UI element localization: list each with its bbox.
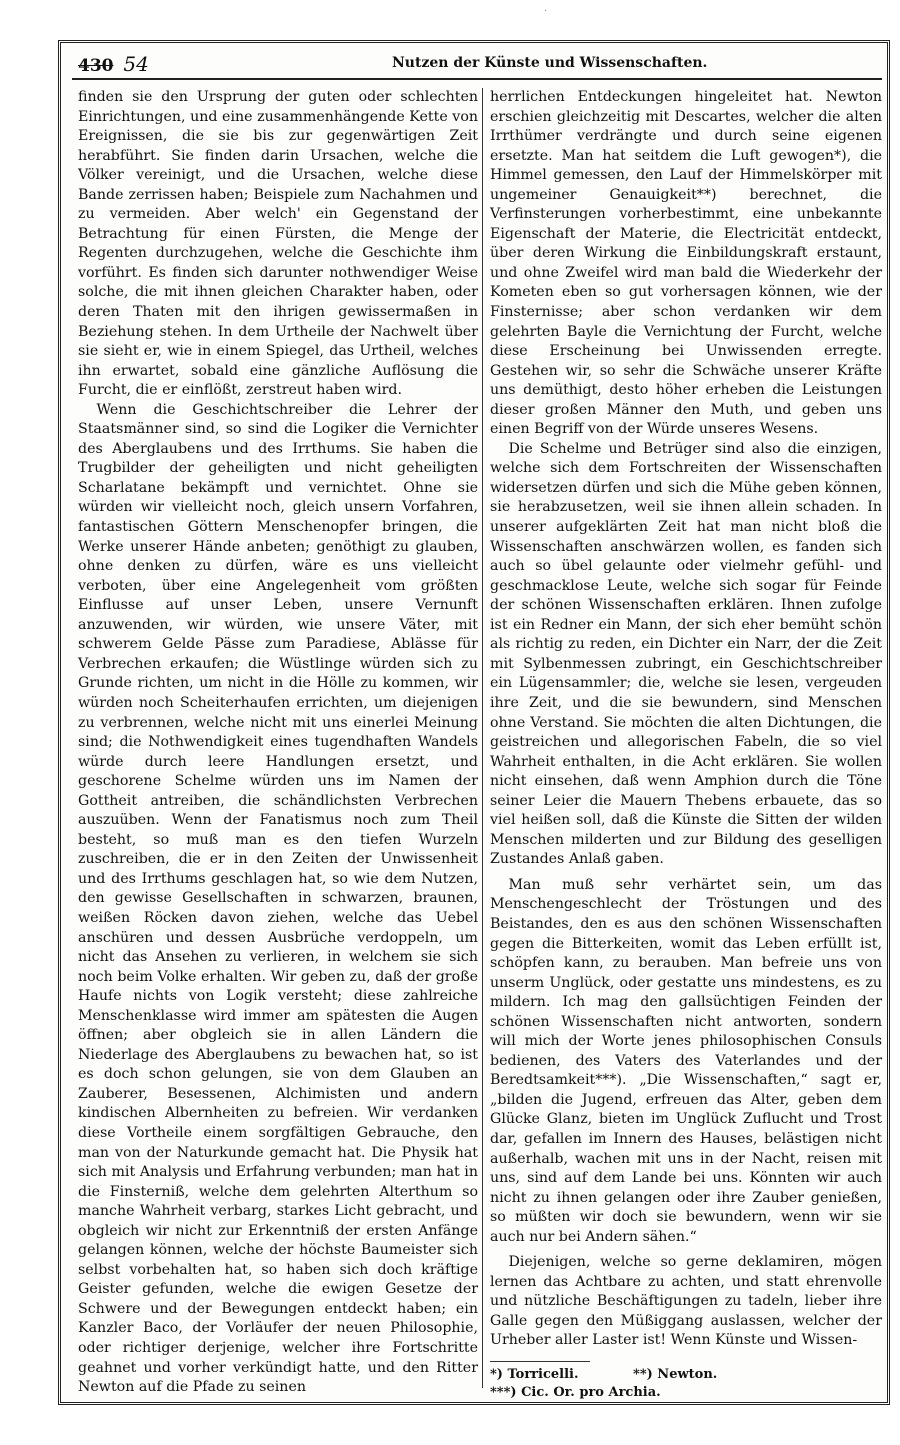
text-columns (72, 88, 882, 1400)
paragraph: finden sie den Ursprung der guten oder schlechten Einrichtungen, und eine zusammenhängende Kette von Ereignissen, die sie bis zur gegenwärtigen Zeit herabführt. Sie finden darin Ursachen, welche die Völker vereinigt, und die Ursachen, welche diese Bande zerrissen haben; Beispiele zum Nachahmen und zu vermeiden. Aber welch' ein Gegenstand der Betrachtung für einen Fürsten, die Menge der Regenten durchzugehen, welche die Geschichte ihm vorführt. Es finden sich darunter nothwendiger Weise solche, die mit ihnen gleichen Charakter haben, oder deren Thaten mit den ihrigen gewissermaßen in Beziehung stehen. In dem Urtheile der Nachwelt über sie sieht er, wie in einem Spiegel, das Urtheil, welches ihn erwartet, sobald eine gänzliche Auflösung die Furcht, die er einflößt, zerstreut haben wird. (78, 89, 478, 399)
ink-speck: · (544, 6, 548, 17)
paragraph: Man muß sehr verhärtet sein, um das Menschengeschlecht der Tröstungen und des Beistandes, den es aus den schönen Wissenschaften gegen die Bitterkeiten, womit das Leben erfüllt ist, schöpfen kann, zu berauben. Man befreie uns von unserm Unglück, oder gestatte uns mindestens, es zu mildern. Ich mag den gallsüchtigen Feinden der schönen Wissenschaften nicht antworten, sondern will mich der Worte jenes philosophischen Consuls bedienen, des Vaters des Vaterlandes und der Beredtsamkeit***). „Die Wissenschaften,“ sagt er, „bilden die Jugend, erfreuen das Alter, geben dem Glücke Glanz, bieten im Unglück Zuflucht und Trost dar, gefallen im Innern des Hauses, belästigen nicht außerhalb, wachen mit uns in der Nacht, reisen mit uns, sind auf dem Lande bei uns. Könnten wir auch nicht zu ihnen gelangen oder ihre Zauber genießen, so müßten wir doch sie bewundern, wenn wir sie auch nur bei Andern sähen.“ (490, 876, 882, 1245)
footnote-rule (490, 1361, 590, 1362)
paragraph: Wenn die Geschichtschreiber die Lehrer der Staatsmänner sind, so sind die Logiker die Vernichter des Aberglaubens und des Irrthums. Sie haben die Trugbilder der geheiligten und nicht geheiligten Scharlatane bekämpft und vernichtet. Ohne sie würden wir vielleicht noch, gleich unsern Vorfahren, fantastischen Göttern Menschenopfer bringen, die Werke unserer Hände anbeten; genöthigt zu glauben, ohne denken zu dürfen, wäre es uns vielleicht verboten, über eine Angelegenheit vom größten Einflusse auf unser Leben, unsere Vernunft anzuwenden, wir würden, wie unsere Väter, mit schwerem Gelde Pässe zum Paradiese, Ablässe für Verbrechen erkaufen; die Wüstlinge würden sich zu Grunde richten, um nicht in die Hölle zu kommen, wir würden noch Scheiterhaufen errichten, um diejenigen zu verbrennen, welche nicht mit uns einerlei Meinung sind; die Nothwendigkeit eines tugendhaften Wandels würde durch leere Handlungen ersetzt, und geschorene Schelme würden uns im Namen der Gottheit antreiben, die schändlichsten Verbrechen auszuüben. Wenn der Fanatismus noch zum Theil besteht, so muß man es den tiefen Wurzeln zuschreiben, die er in den Zeiten der Unwissenheit und des Irrthums geschlagen hat, so wie dem Nutzen, den gewisse Gesellschaften in schwarzen, braunen, weißen Röcken davon ziehen, welche das Uebel anschüren und dessen Ausbrüche verdoppeln, um nicht das Ansehen zu verlieren, in welchem sie sich noch beim Volke erhalten. Wir geben zu, daß der große Haufe nichts von Logik versteht; diese zahlreiche Menschenklasse wird immer am spätesten die Augen öffnen; aber obgleich sie in allen Ländern die Niederlage des Aberglaubens zu bewachen hat, so ist es doch schon gelungen, sie von dem Glauben an Zauberer, Besessenen, Alchimisten und andern kindischen Albernheiten zu befreien. Wir verdanken diese Vortheile einem sorgfältigen Gebrauche, den man von der Naturkunde gemacht hat. Die Physik hat sich mit Analysis und Erfahrung verbunden; man hat in die Finsterniß, welche dem gelehrten Alterthum so manche Wahrheit verbarg, starkes Licht gebracht, und obgleich wir nicht zur Erkenntniß der ersten Anfänge gelangen können, welche der höchste Baumeister sich selbst vorbehalten hat, so haben sich doch kräftige Geister gefunden, welche die ewigen Gesetze der Schwere und der Bewegungen entdeckt haben; ein Kanzler Baco, der Vorläufer der neuen Philosophie, oder richtiger derjenige, welcher ihre Fortschritte geahnet und vorher verkündigt hatte, und den Ritter Newton auf die Pfade zu seinen (78, 401, 478, 1396)
page-number-printed: 430 (78, 56, 114, 76)
paragraph: Diejenigen, welche so gerne deklamiren, mögen lernen das Achtbare zu achten, und statt ehrenvolle und nützliche Beschäftigungen zu tadeln, lieber ihre Galle gegen den Müßiggang auslassen, welcher der Urheber aller Laster ist! Wenn Künste und Wissen- (490, 1254, 882, 1349)
footnote: ***) Cic. Or. pro Archia. (490, 1385, 661, 1400)
page-number-handwritten: 54 (123, 52, 149, 76)
left-column (78, 88, 478, 1398)
page-header (72, 48, 882, 80)
footnote: *) Torricelli. (490, 1367, 579, 1382)
column-divider (482, 88, 483, 1388)
paragraph: Die Schelme und Betrüger sind also die einzigen, welche sich dem Fortschreiten der Wissenschaften widersetzen dürfen und sich die Mühe geben können, sie herabzusetzen, weil sie ihnen allein schaden. In unserer aufgeklärten Zeit hat man nicht bloß die Wissenschaften anschwärzen wollen, es fanden sich auch so übel gelaunte oder vielmehr gefühl- und geschmacklose Leute, welche sich sogar für Feinde der schönen Wissenschaften erklären. Ihnen zufolge ist ein Redner ein Mann, der sich eher bemüht schön als richtig zu reden, ein Dichter ein Narr, der die Zeit mit Sylbenmessen zubringt, ein Geschichtschreiber ein Lügensammler; die, welche sie lesen, vergeuden ihre Zeit, und die sie bewundern, sind Menschen ohne Verstand. Sie möchten die alten Dichtungen, die geistreichen und allegorischen Fabeln, die so viel Wahrheit enthalten, in die Acht erklären. Sie wollen nicht einsehen, daß wenn Amphion durch die Töne seiner Leier die Mauern Thebens erbauete, das so viel heißen soll, daß die Künste die Sitten der wilden Menschen milderten und zur Bildung des geselligen Zustandes Anlaß gaben. (490, 440, 882, 868)
page-number (78, 52, 149, 76)
paragraph: herrlichen Entdeckungen hingeleitet hat. Newton erschien gleichzeitig mit Descartes, welcher die alten Irrthümer verdrängte und durch seine eigenen ersetzte. Man hat seitdem die Luft gewogen*), die Himmel gemessen, den Lauf der Himmelskörper mit ungemeiner Genauigkeit**) berechnet, die Verfinsterungen vorherbestimmt, eine unbekannte Eigenschaft der Materie, die Electricität entdeckt, über deren Wirkung die Einbildungskraft erstaunt, und ohne Zweifel wird man bald die Wiederkehr der Kometen eben so gut vorhersagen können, wie der Finsternisse; aber schon verdanken wir dem gelehrten Bayle die Vernichtung der Furcht, welche diese Erscheinung bei Unwissenden erregte. Gestehen wir, so sehr die Schwäche unserer Kräfte uns demüthigt, desto höher erheben die Leistungen dieser großen Männer den Muth, und geben uns einen Begriff von der Würde unseres Wesens. (490, 89, 882, 438)
running-head: Nutzen der Künste und Wissenschaften. (392, 55, 708, 71)
footnote: **) Newton. (633, 1367, 718, 1382)
right-column (490, 88, 882, 1402)
footnotes (490, 1366, 882, 1402)
